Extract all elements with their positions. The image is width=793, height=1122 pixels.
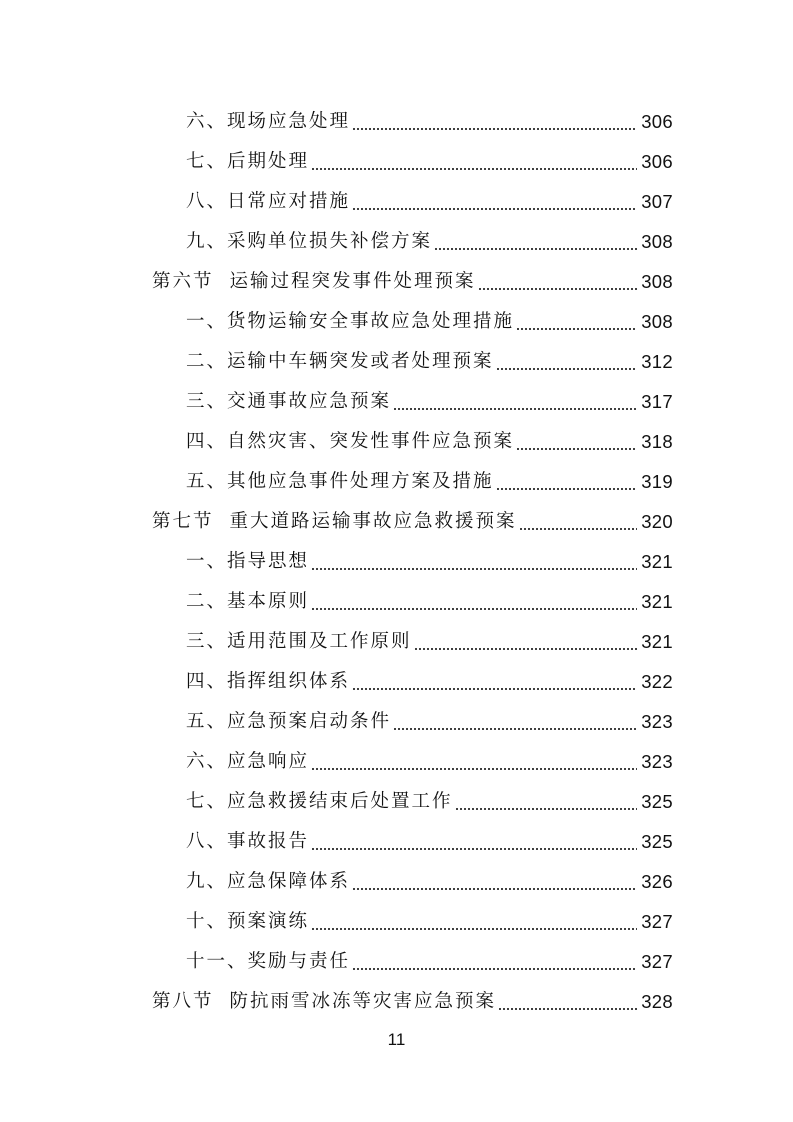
toc-item-row[interactable]: [0, 422, 793, 462]
toc-leader-dots: [311, 742, 637, 782]
toc-leader-dots: [414, 622, 637, 662]
toc-page-number: 327: [641, 911, 673, 932]
toc-section-label: 第七节: [152, 511, 214, 532]
toc-leader-dots: [311, 142, 637, 182]
toc-page-number: 328: [641, 991, 673, 1012]
toc-leader-dots: [393, 702, 637, 742]
toc-page-number: 319: [641, 471, 673, 492]
toc-page-number: 321: [641, 591, 673, 612]
toc-entry-title: 三、适用范围及工作原则: [186, 631, 412, 652]
toc-leader-dots: [311, 582, 637, 622]
toc-entry-title: 十、预案演练: [186, 911, 310, 932]
toc-leader-dots: [516, 302, 637, 342]
toc-entry-title: 三、交通事故应急预案: [186, 391, 392, 412]
toc-entry-title: 五、其他应急事件处理方案及措施: [186, 471, 494, 492]
toc-entry-title: 五、应急预案启动条件: [186, 711, 392, 732]
toc-leader-dots: [519, 502, 637, 542]
toc-page-number: 325: [641, 831, 673, 852]
toc-leader-dots: [352, 182, 637, 222]
toc-entry-title: 十一、奖励与责任: [186, 951, 351, 972]
toc-entry-title: 八、事故报告: [186, 831, 310, 852]
toc-item-row[interactable]: [0, 942, 793, 982]
toc-item-row[interactable]: [0, 102, 793, 142]
toc-item-row[interactable]: [0, 862, 793, 902]
table-of-contents: [0, 102, 793, 1022]
toc-entry-title: 六、现场应急处理: [186, 111, 351, 132]
toc-page-number: 323: [641, 751, 673, 772]
toc-leader-dots: [311, 542, 637, 582]
toc-item-row[interactable]: [0, 382, 793, 422]
toc-item-row[interactable]: [0, 302, 793, 342]
toc-page-number: 308: [641, 231, 673, 252]
toc-page-number: 320: [641, 511, 673, 532]
toc-entry-title: 八、日常应对措施: [186, 191, 351, 212]
toc-page-number: 317: [641, 391, 673, 412]
toc-page-number: 322: [641, 671, 673, 692]
toc-page-number: 308: [641, 311, 673, 332]
toc-entry-title: 四、指挥组织体系: [186, 671, 351, 692]
page-number: 11: [387, 1030, 406, 1049]
toc-leader-dots: [496, 342, 637, 382]
toc-section-label: 第八节: [152, 991, 214, 1012]
toc-page-number: 325: [641, 791, 673, 812]
toc-entry-title: 二、基本原则: [186, 591, 310, 612]
toc-item-row[interactable]: [0, 542, 793, 582]
toc-leader-dots: [393, 382, 637, 422]
toc-page-number: 327: [641, 951, 673, 972]
toc-entry-title: 六、应急响应: [186, 751, 310, 772]
toc-item-row[interactable]: [0, 702, 793, 742]
toc-leader-dots: [352, 102, 637, 142]
toc-page-number: 306: [641, 151, 673, 172]
toc-item-row[interactable]: [0, 902, 793, 942]
toc-entry-title: 七、应急救援结束后处置工作: [186, 791, 453, 812]
toc-entry-title: 二、运输中车辆突发或者处理预案: [186, 351, 494, 372]
toc-entry-title: 九、应急保障体系: [186, 871, 351, 892]
toc-leader-dots: [352, 862, 637, 902]
toc-entry-title: [152, 262, 476, 302]
toc-section-title: 防抗雨雪冰冻等灾害应急预案: [229, 991, 497, 1012]
toc-leader-dots: [498, 982, 637, 1022]
toc-item-row[interactable]: [0, 582, 793, 622]
toc-leader-dots: [455, 782, 637, 822]
toc-item-row[interactable]: [0, 662, 793, 702]
toc-leader-dots: [478, 262, 637, 302]
toc-entry-title: 七、后期处理: [186, 151, 310, 172]
toc-item-row[interactable]: [0, 822, 793, 862]
toc-section-label: 第六节: [152, 271, 214, 292]
toc-leader-dots: [311, 822, 637, 862]
toc-item-row[interactable]: [0, 462, 793, 502]
toc-section-title: 运输过程突发事件处理预案: [229, 271, 476, 292]
toc-page-number: 323: [641, 711, 673, 732]
toc-page-number: 321: [641, 551, 673, 572]
toc-item-row[interactable]: [0, 782, 793, 822]
toc-item-row[interactable]: [0, 142, 793, 182]
toc-leader-dots: [434, 222, 637, 262]
toc-entry-title: 一、货物运输安全事故应急处理措施: [186, 311, 515, 332]
toc-section-row[interactable]: [0, 262, 793, 302]
toc-page-number: 306: [641, 111, 673, 132]
toc-entry-title: 九、采购单位损失补偿方案: [186, 231, 433, 252]
toc-entry-title: [152, 502, 517, 542]
toc-entry-title: 一、指导思想: [186, 551, 310, 572]
toc-entry-title: 四、自然灾害、突发性事件应急预案: [186, 431, 515, 452]
toc-entry-title: [152, 982, 496, 1022]
toc-section-row[interactable]: [0, 502, 793, 542]
toc-page-number: 312: [641, 351, 673, 372]
toc-page-number: 308: [641, 271, 673, 292]
toc-page-number: 307: [641, 191, 673, 212]
toc-item-row[interactable]: [0, 742, 793, 782]
toc-leader-dots: [516, 422, 637, 462]
toc-page-number: 326: [641, 871, 673, 892]
toc-item-row[interactable]: [0, 342, 793, 382]
toc-page-number: 318: [641, 431, 673, 452]
toc-item-row[interactable]: [0, 182, 793, 222]
toc-leader-dots: [352, 942, 637, 982]
toc-leader-dots: [311, 902, 637, 942]
toc-leader-dots: [352, 662, 637, 702]
toc-item-row[interactable]: [0, 622, 793, 662]
toc-leader-dots: [496, 462, 637, 502]
toc-section-row[interactable]: [0, 982, 793, 1022]
toc-page-number: 321: [641, 631, 673, 652]
toc-section-title: 重大道路运输事故应急救援预案: [229, 511, 517, 532]
toc-item-row[interactable]: [0, 222, 793, 262]
